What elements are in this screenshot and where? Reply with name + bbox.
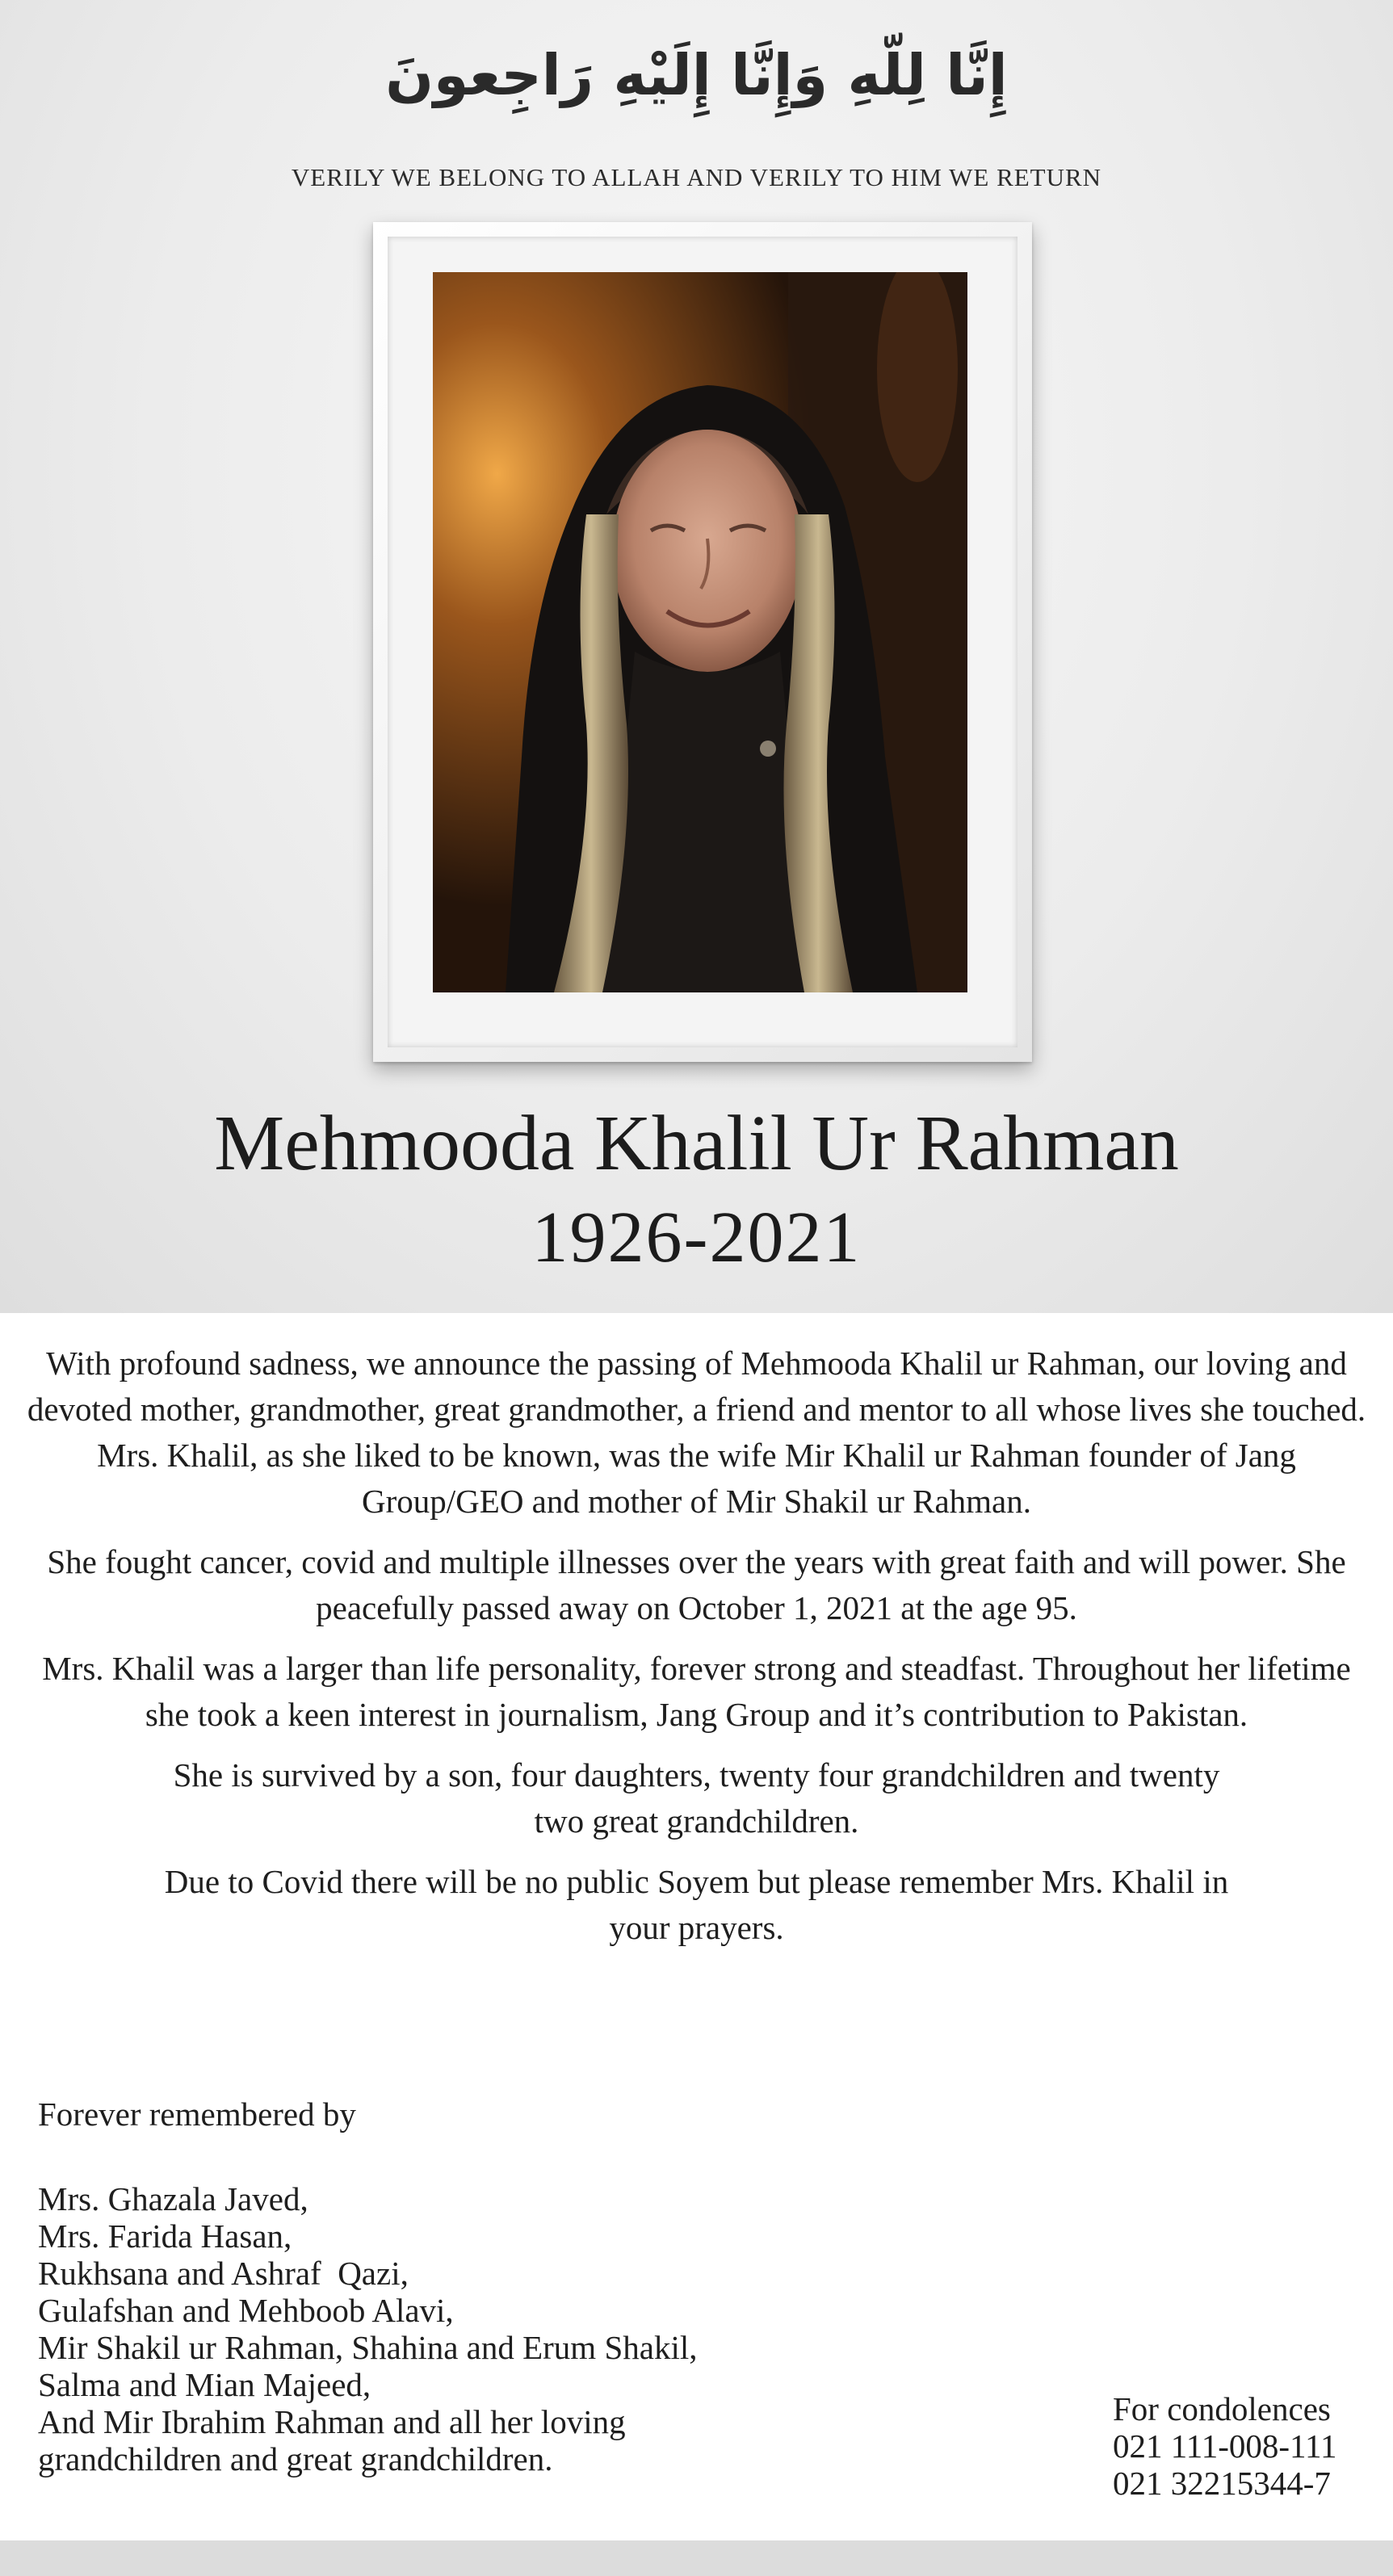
paragraph-illness: She fought cancer, covid and multiple illnesses over the years with great faith and will power. She peacefully passed away on October 1, 2021 at the age 95. <box>47 1543 1346 1626</box>
portrait-illustration <box>433 272 967 992</box>
condolences-phone-1: 021 111-008-111 <box>1113 2427 1337 2465</box>
portrait-frame <box>373 222 1032 1062</box>
family-name: Mrs. Farida Hasan, <box>38 2217 292 2255</box>
paragraph-survived-by: She is survived by a son, four daughters, twenty four grandchildren and twenty two great grandchildren. <box>173 1756 1220 1840</box>
condolences-phone-2: 021 32215344-7 <box>1113 2465 1331 2502</box>
portrait-photo <box>433 272 967 992</box>
arabic-verse: إِنَّا لِلّهِ وَإِنَّا إِلَيْهِ رَاجِعونَ <box>385 42 1008 108</box>
family-name: grandchildren and great grandchildren. <box>38 2440 553 2477</box>
announcement-text <box>24 1340 1369 1966</box>
condolences-contact <box>1113 2390 1336 2502</box>
family-name: Mir Shakil ur Rahman, Shahina and Erum Shakil, <box>38 2329 698 2366</box>
paragraph-personality: Mrs. Khalil was a larger than life personality, forever strong and steadfast. Throughout her lifetime she took a keen interest in journalism, Jang Group and it’s contribution to Pakistan. <box>42 1650 1351 1733</box>
remembered-heading: Forever remembered by <box>38 2096 356 2133</box>
paragraph-announcement: With profound sadness, we announce the passing of Mehmooda Khalil ur Rahman, our loving and devoted mother, grandmother, great grandmother, a friend and mentor to all whose lives she touched. Mrs. Khalil, as she liked to be known, was the wife Mir Khalil ur Rahman founder of Jang Group/GEO and mother of Mir Shakil ur Rahman. <box>27 1345 1366 1520</box>
paragraph-soyem: Due to Covid there will be no public Soyem but please remember Mrs. Khalil in your prayers. <box>164 1863 1229 1946</box>
family-name: Rukhsana and Ashraf Qazi, <box>38 2255 409 2292</box>
life-years: 1926-2021 <box>531 1198 862 1278</box>
family-names-list <box>38 2180 697 2477</box>
deceased-name: Mehmooda Khalil Ur Rahman <box>214 1100 1179 1187</box>
family-name: Salma and Mian Majeed, <box>38 2366 371 2403</box>
family-name: Mrs. Ghazala Javed, <box>38 2180 308 2217</box>
condolences-label: For condolences <box>1113 2390 1331 2427</box>
verse-translation: VERILY WE BELONG TO ALLAH AND VERILY TO HIM WE RETURN <box>291 163 1102 191</box>
family-name: And Mir Ibrahim Rahman and all her loving <box>38 2403 626 2440</box>
family-name: Gulafshan and Mehboob Alavi, <box>38 2292 454 2329</box>
